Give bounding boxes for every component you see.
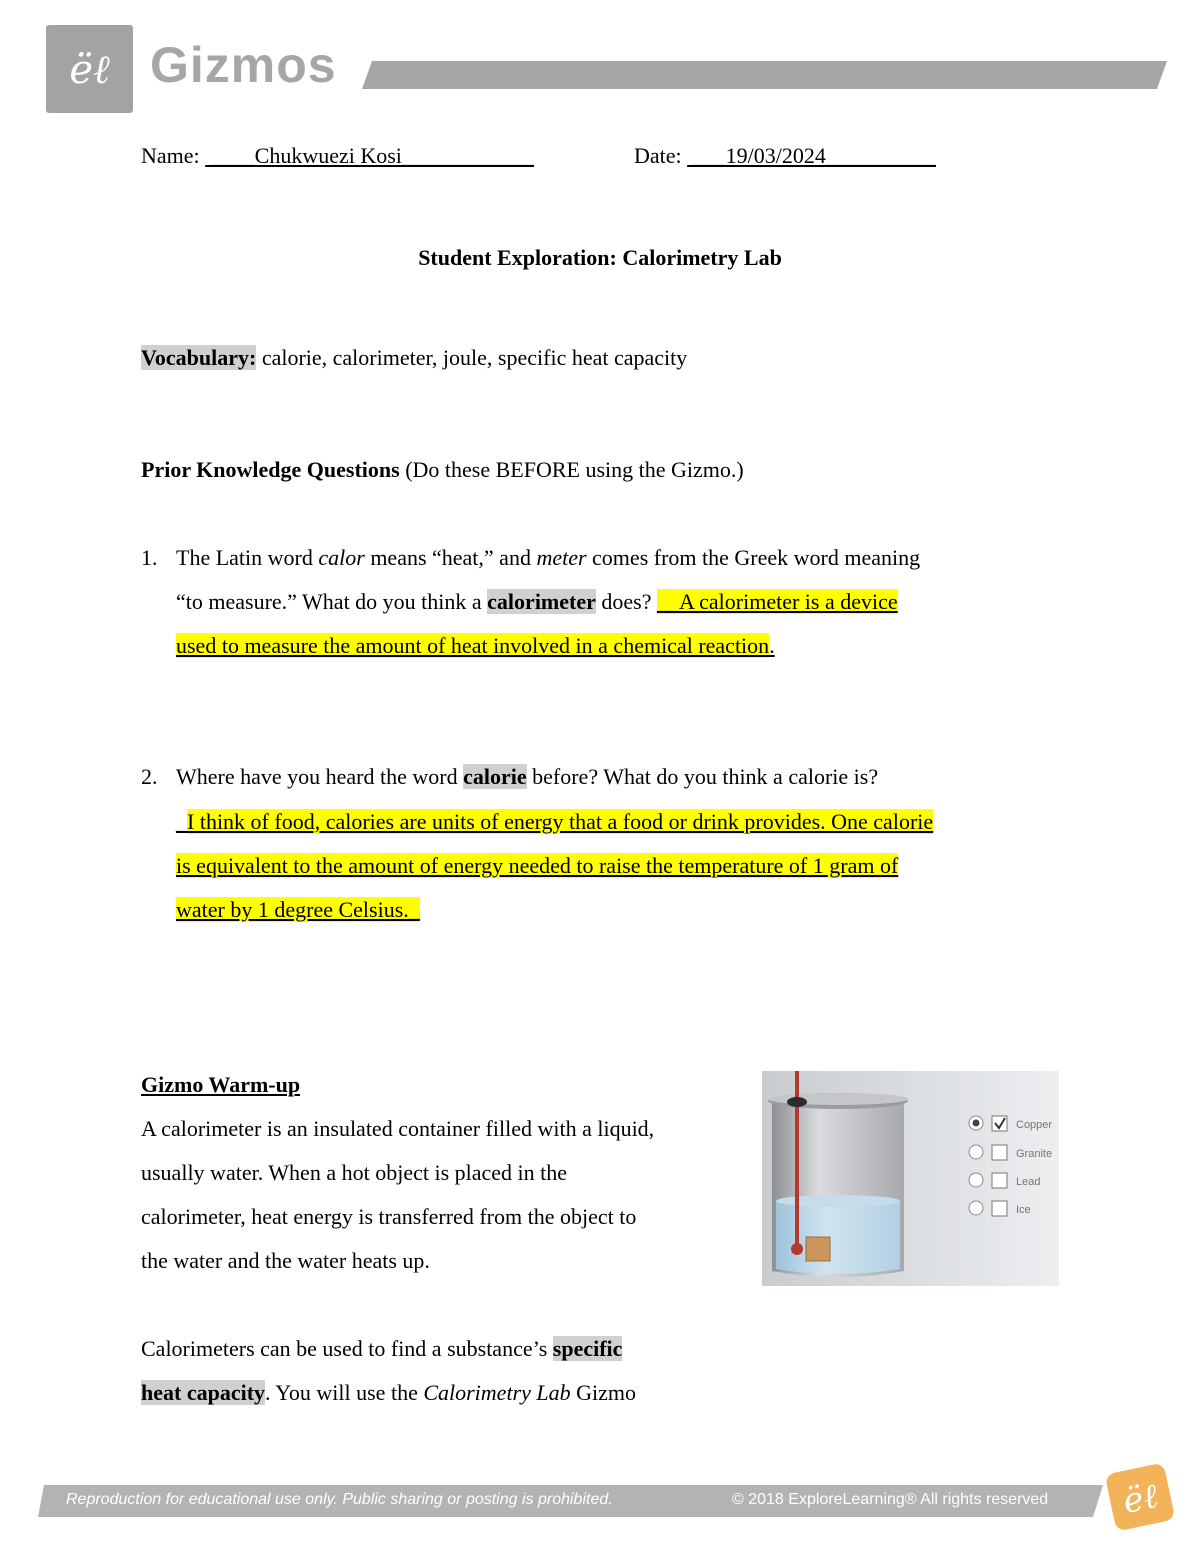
q1-term-calorimeter: calorimeter [487,589,596,614]
q2-answer-part-3: water by 1 degree Celsius._ [176,897,420,922]
prior-knowledge-heading: Prior Knowledge Questions [141,457,400,482]
vocabulary-label: Vocabulary: [141,345,257,370]
water-surface [776,1195,900,1207]
warmup-p2-line-1: Calorimeters can be used to find a substance’s specific [141,1336,623,1361]
q1-line-2: “to measure.” What do you think a calorimeter does? __A calorimeter is a device [176,589,898,614]
explorelearning-logo-mark: ëℓ [69,46,110,93]
footer-copyright: © 2018 ExploreLearning® All rights reserved [732,1491,1049,1508]
q1-italic-calor: calor [318,545,365,570]
calorimeter-gizmo-image [762,1071,1059,1286]
warmup-p2-line-2: heat capacity. You will use the Calorimetry Lab Gizmo [141,1380,637,1405]
gizmos-logo-badge [46,25,133,113]
checkbox-granite[interactable] [992,1145,1007,1160]
option-label-lead: Lead [1016,1176,1041,1188]
warmup-gizmo-name: Calorimetry Lab [423,1380,571,1405]
option-label-ice: Ice [1016,1204,1031,1216]
q2-answer-line-3 [176,895,420,925]
gizmos-brand-text: Gizmos [150,37,337,93]
radio-lead[interactable] [969,1173,983,1187]
warmup-p1-line-3: calorimeter, heat energy is transferred from the object to [141,1204,637,1229]
page-title: Student Exploration: Calorimetry Lab [418,245,782,270]
copper-sample [806,1237,830,1261]
name-date-line [141,141,534,171]
checkbox-ice[interactable] [992,1201,1007,1216]
calorimeter-water [776,1201,900,1274]
date-field: ___19/03/2024__________ [687,143,936,168]
q1-italic-meter: meter [536,545,587,570]
name-value: Chukwuezi Kosi [254,143,402,168]
name-field: ____Chukwuezi Kosi____________ [205,143,534,168]
q1-answer-part-1: __A calorimeter is a device [656,589,898,614]
warmup-term-specific: specific [552,1336,623,1361]
q2-term-calorie: calorie [463,764,527,789]
warmup-heading: Gizmo Warm-up [141,1072,301,1097]
q2-line-1: Where have you heard the word calorie before? What do you think a calorie is? [176,764,879,789]
explorelearning-footer-logo [1100,1462,1180,1532]
q1-line-1: The Latin word calor means “heat,” and meter comes from the Greek word meaning [176,545,921,570]
vocabulary-line [141,343,687,373]
prior-knowledge-heading-line [141,455,744,485]
footer-notice: Reproduction for educational use only. Public sharing or posting is prohibited. [66,1491,613,1508]
checkbox-lead[interactable] [992,1173,1007,1188]
date-label: Date: [634,143,682,168]
prior-knowledge-note: (Do these BEFORE using the Gizmo.) [405,457,744,482]
option-label-granite: Granite [1016,1148,1053,1160]
date-line [634,141,936,171]
thermometer-bulb [791,1243,803,1255]
q1-number: 1. [141,545,158,570]
header-bar [362,61,1167,89]
q2-answer-part-2: is equivalent to the amount of energy needed to raise the temperature of 1 gram of [176,853,899,878]
warmup-p1-line-2: usually water. When a hot object is placed in the [141,1160,568,1185]
q1-line-3: used to measure the amount of heat involved in a chemical reaction. [176,633,775,658]
warmup-p1-line-4: the water and the water heats up. [141,1248,430,1273]
radio-granite[interactable] [969,1145,983,1159]
radio-ice[interactable] [969,1201,983,1215]
q2-answer-part-1: I think of food, calories are units of energy that a food or drink provides. One calorie [187,809,934,834]
q2-number: 2. [141,764,158,789]
date-value: 19/03/2024 [725,143,826,168]
warmup-term-heat-capacity: heat capacity [141,1380,266,1405]
vocabulary-terms: calorie, calorimeter, joule, specific heat capacity [261,345,688,370]
option-label-copper: Copper [1016,1119,1053,1131]
footer-logo-mark: ëℓ [1119,1475,1162,1523]
q2-answer-line-2 [176,851,898,881]
q2-answer-line-1: _I think of food, calories are units of energy that a food or drink provides. One calorie [176,809,934,834]
q1-answer-part-2: used to measure the amount of heat involved in a chemical reaction [176,633,770,658]
warmup-p1-line-1: A calorimeter is an insulated container filled with a liquid, [141,1116,655,1141]
name-label: Name: [141,143,200,168]
